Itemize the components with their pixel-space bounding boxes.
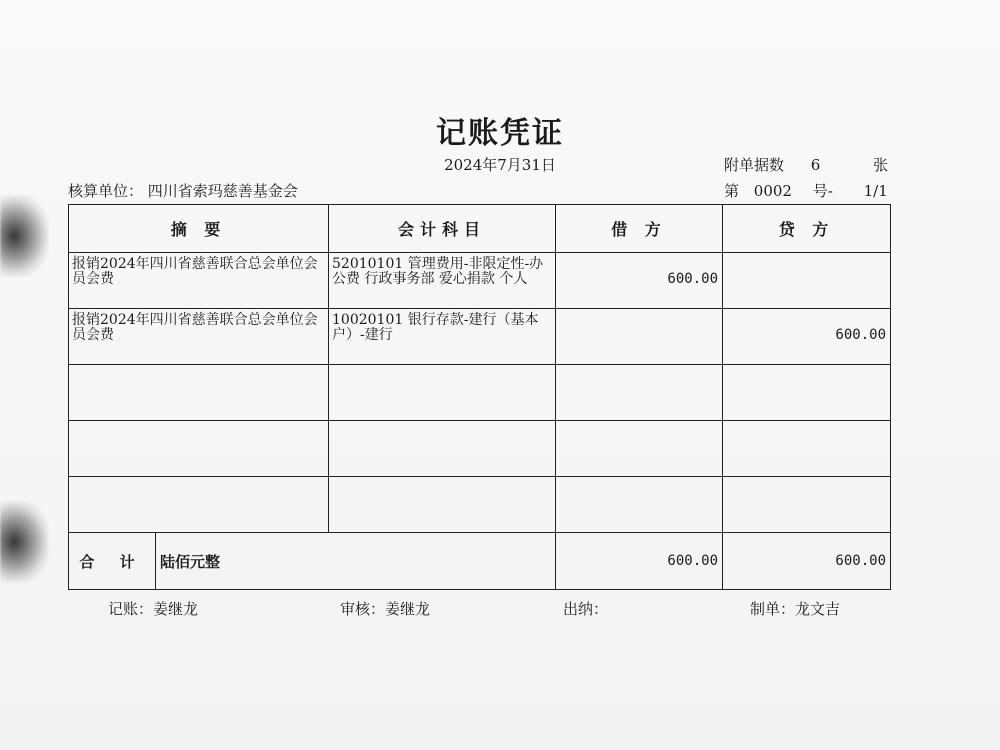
voucher-prefix: 第 bbox=[724, 182, 740, 200]
header-credit: 贷 方 bbox=[723, 205, 891, 253]
header-summary: 摘 要 bbox=[69, 205, 329, 253]
entry-account: 52010101 管理费用-非限定性-办公费 行政事务部 爱心捐款 个人 bbox=[332, 256, 544, 287]
entry-credit: 600.00 bbox=[835, 327, 886, 343]
scan-smudge bbox=[0, 502, 48, 582]
entry-summary: 报销2024年四川省慈善联合总会单位会员会费 bbox=[72, 312, 318, 343]
signature-preparer bbox=[750, 598, 840, 619]
total-debit: 600.00 bbox=[667, 553, 718, 569]
attachment-number: 6 bbox=[810, 156, 821, 174]
header-account: 会计科目 bbox=[329, 205, 556, 253]
voucher-date: 2024年7月31日 bbox=[444, 156, 556, 174]
voucher-suffix: 号- bbox=[812, 182, 833, 200]
voucher-number-value: 0002 bbox=[753, 182, 792, 200]
total-amount-words: 陆佰元整 bbox=[160, 552, 221, 571]
total-label: 合 计 bbox=[69, 533, 156, 589]
attachment-count bbox=[724, 154, 888, 175]
unit-name: 四川省索玛慈善基金会 bbox=[147, 182, 298, 200]
entry-account: 10020101 银行存款-建行（基本户）-建行 bbox=[332, 312, 539, 343]
voucher-table bbox=[68, 204, 891, 590]
attachment-label: 附单据数 bbox=[724, 156, 785, 174]
entry-credit bbox=[723, 253, 890, 271]
table-row-empty bbox=[69, 477, 891, 533]
preparer-label: 制单： bbox=[750, 600, 796, 618]
bookkeeper-label: 记账： bbox=[108, 600, 154, 618]
total-credit: 600.00 bbox=[835, 553, 886, 569]
total-row bbox=[69, 533, 891, 590]
table-header-row bbox=[69, 205, 891, 253]
reviewer-name: 姜继龙 bbox=[385, 600, 431, 618]
voucher-title: 记账凭证 bbox=[436, 116, 564, 151]
preparer-name: 龙文吉 bbox=[795, 600, 841, 618]
accounting-unit bbox=[68, 180, 298, 201]
bookkeeper-name: 姜继龙 bbox=[153, 600, 199, 618]
entry-debit: 600.00 bbox=[667, 271, 718, 287]
scan-smudge bbox=[0, 196, 48, 276]
table-row-empty bbox=[69, 421, 891, 477]
table-row bbox=[69, 253, 891, 309]
reviewer-label: 审核： bbox=[340, 600, 386, 618]
attachment-unit: 张 bbox=[873, 156, 889, 174]
header-debit: 借 方 bbox=[556, 205, 723, 253]
entry-debit bbox=[556, 309, 722, 327]
voucher-page: 1/1 bbox=[863, 182, 888, 200]
unit-label: 核算单位： bbox=[68, 182, 144, 200]
signature-reviewer bbox=[340, 598, 430, 619]
signature-cashier bbox=[563, 598, 608, 619]
table-row bbox=[69, 309, 891, 365]
voucher-number bbox=[724, 180, 888, 201]
entry-summary: 报销2024年四川省慈善联合总会单位会员会费 bbox=[72, 256, 318, 287]
table-row-empty bbox=[69, 365, 891, 421]
signature-bookkeeper bbox=[108, 598, 198, 619]
cashier-label: 出纳： bbox=[563, 600, 609, 618]
